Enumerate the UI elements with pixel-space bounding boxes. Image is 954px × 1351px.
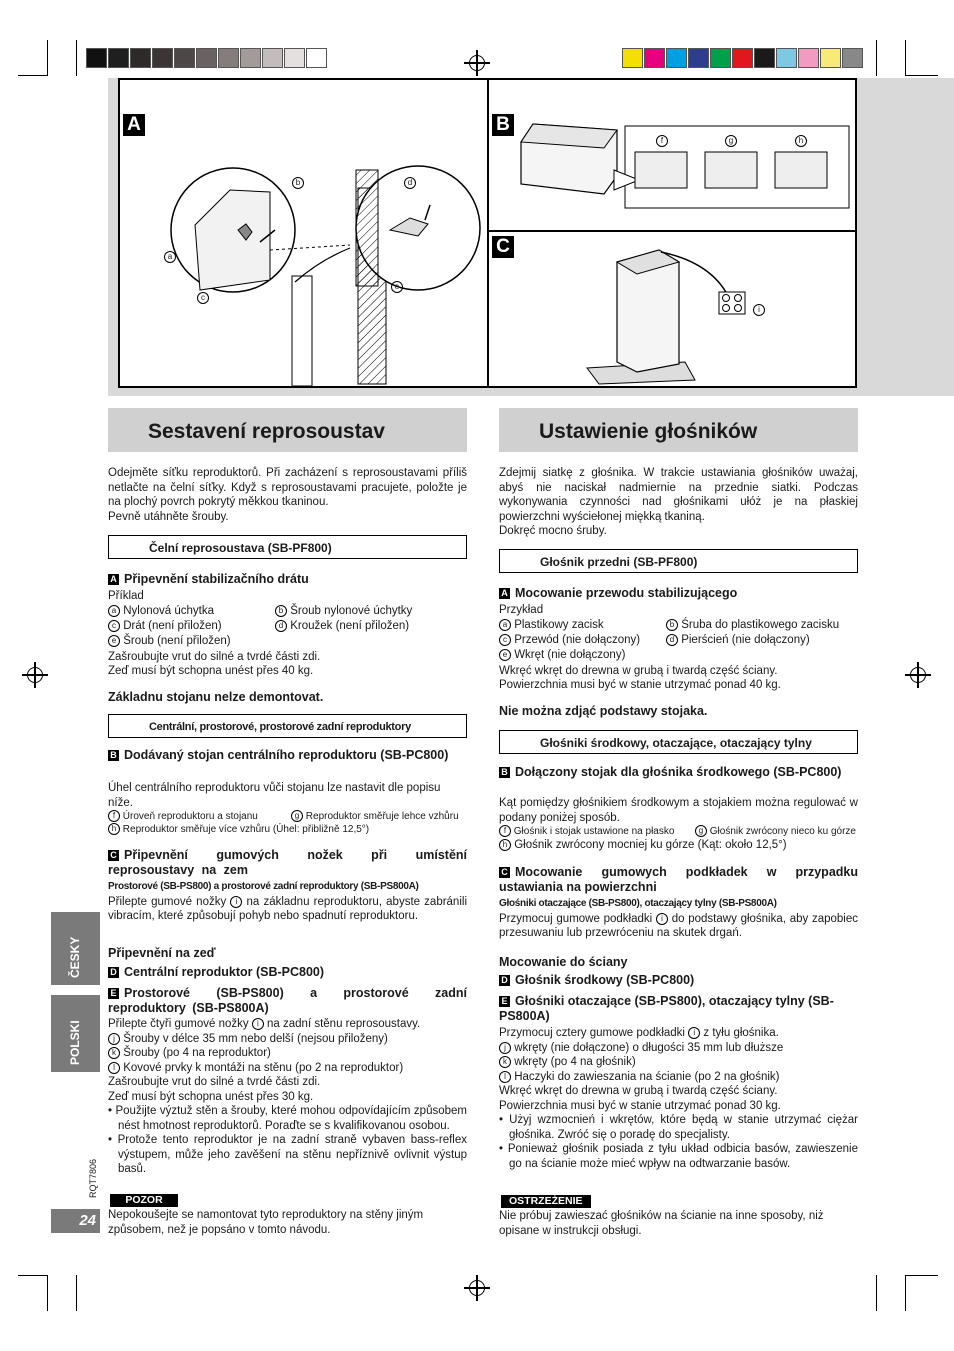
step-b-czech: B Dodávaný stojan centrálního reproduktoru (SB-PC800): [108, 748, 467, 763]
warning-badge-polish: OSTRZEŻENIE: [501, 1195, 591, 1208]
example-label: Příklad: [108, 590, 144, 602]
label-a: a: [164, 251, 176, 263]
crop-mark: [18, 1275, 48, 1276]
color-swatch: [820, 48, 841, 68]
wallmount-heading-czech: Připevnění na zeď: [108, 946, 216, 960]
parts-list-czech: Příklad a Nylonová úchytka b Šroub nylonové úchytky c Drát (není přiložen) d Kroužek (není přiložen) e Šroub (není přiložen) Zašroubujte vrut do silné a tvrdé části zdi. Zeď musí být schopna unést přes 40 kg.: [108, 589, 467, 679]
color-swatch: [306, 48, 327, 68]
crop-mark: [906, 75, 938, 76]
figure-tag-c: C: [492, 236, 514, 258]
no-stand-note-polish: Nie można zdjąć podstawy stojaka.: [499, 704, 708, 718]
color-swatch: [174, 48, 195, 68]
crop-mark: [906, 1275, 938, 1276]
label-d: d: [404, 177, 416, 189]
section-box-center-polish: Głośniki środkowy, otaczające, otaczający tylny: [499, 730, 858, 754]
color-swatch: [240, 48, 261, 68]
color-swatch: [732, 48, 753, 68]
figure-panel-a: [118, 78, 489, 388]
color-swatch: [108, 48, 129, 68]
wall-weight: Zeď musí být schopna unést přes 40 kg.: [108, 665, 314, 677]
crop-mark: [905, 40, 906, 76]
label-g: g: [725, 135, 737, 147]
wallmount-heading-polish: Mocowanie do ściany: [499, 955, 628, 969]
surround-speaker-illustration: [489, 232, 855, 386]
figure-panel-b: [487, 78, 857, 232]
intro-czech: [108, 466, 467, 524]
color-swatch: [710, 48, 731, 68]
figure-panel-c: [487, 230, 857, 388]
color-swatch: [644, 48, 665, 68]
color-swatch: [776, 48, 797, 68]
label-i: i: [753, 304, 765, 316]
label-b: b: [292, 177, 304, 189]
label-c: c: [197, 292, 209, 304]
page-title-polish: Ustawienie głośników: [539, 420, 758, 443]
color-swatch: [666, 48, 687, 68]
color-swatch: [688, 48, 709, 68]
crop-mark: [76, 40, 77, 76]
figure-tag-a: A: [123, 114, 145, 136]
step-b-polish: B Dołączony stojak dla głośnika środkowego (SB-PC800): [499, 765, 858, 780]
crop-mark: [18, 75, 48, 76]
section-box-center-czech: Centrální, prostorové, prostorové zadní reproduktory: [108, 714, 467, 738]
step-e-polish: E Głośniki otaczające (SB-PS800), otaczający tylny (SB-PS800A): [499, 994, 834, 1023]
label-f: f: [656, 135, 668, 147]
step-a-polish: A Mocowanie przewodu stabilizującego: [499, 586, 737, 601]
crop-mark: [47, 1275, 48, 1311]
warning-text-polish: Nie próbuj zawieszać głośników na ścianie na inne sposoby, niż opisane w instrukcji obsługi.: [499, 1210, 824, 1237]
feet-text-czech: Prostorové (SB-PS800) a prostorové zadní reproduktory (SB-PS800A) Přilepte gumové nožky i na základnu reproduktoru, abyste zabránili vibracím, které způsobují pohyb nebo spadnutí reproduktoru.: [108, 881, 467, 922]
side-tab-cesky: ČESKY: [51, 912, 100, 985]
wire-attachment-illustration: [120, 80, 487, 386]
page-title-czech: Sestavení reprosoustav: [148, 420, 385, 443]
intro-text-2: Pevně utáhněte šrouby.: [108, 510, 229, 523]
registration-mark-icon: [466, 1277, 488, 1299]
intro-polish: Zdejmij siatkę z głośnika. W trakcie ustawiania głośników uważaj, abyś nie naciskał nadmiernie na przednie siatki. Podczas wykonywania czynności nad głośnikami ułóż je na płaskiej powierzchni wyściełonej miękką tkaniną. Dokręć mocno śruby.: [499, 467, 858, 537]
step-c-polish: C Mocowanie gumowych podkładek w przypadku ustawiania na powierzchni: [499, 865, 858, 894]
screw-instruction: Zašroubujte vrut do silné a tvrdé části zdi.: [108, 650, 321, 663]
step-e-czech: E Prostorové (SB-PS800) a prostorové zadní reproduktory (SB-PS800A): [108, 986, 467, 1015]
section-box-front-polish: Głośnik przedni (SB-PF800): [499, 549, 858, 573]
crop-mark: [76, 1275, 77, 1311]
crop-mark: [905, 1275, 906, 1311]
feet-text-polish: Głośniki otaczające (SB-PS800), otaczający tylny (SB-PS800A) Przymocuj gumowe podkładki i do podstawy głośnika, aby zapobiec przesuwaniu lub przewróceniu na skutek drgań.: [499, 898, 859, 939]
step-a-czech: A Připevnění stabilizačního drátu: [108, 572, 309, 587]
crop-mark: [47, 40, 48, 76]
angle-text-czech: Úhel centrálního reproduktoru vůči stojanu lze nastavit dle popisu níže. f Úroveň reproduktoru a stojanu g Reproduktor směřuje lehce vzhůru h Reproduktor směřuje více vzhůru (Úhel: přibližně 12,5°): [108, 782, 459, 835]
side-tab-polski: POLSKI: [51, 995, 100, 1072]
center-speaker-illustration: [489, 80, 855, 230]
color-swatch: [218, 48, 239, 68]
wall-text-polish: Przymocuj cztery gumowe podkładki i z tyłu głośnika. j wkręty (nie dołączone) o długości 35 mm lub dłuższe k wkręty (po 4 na głośnik) l Haczyki do zawieszania na ścianie (po 2 na głośnik) Wkręć wkręt do drewna w grubą i twardą część ściany. Powierzchnia musi być w stanie utrzymać ponad 30 kg. • Użyj wzmocnień i wkrętów, które będą w stanie utrzymać ciężar głośnika. Zwróć się o poradę do specjalisty. • Ponieważ głośnik posiada z tyłu układ odbicia basów, zawieszenie go na ścianie może mieć wpływ na odtwarzanie basów.: [499, 1027, 858, 1170]
section-header-polish: [499, 408, 858, 452]
figure-tag-b: B: [492, 114, 514, 136]
crop-mark: [876, 1275, 877, 1311]
color-swatch: [86, 48, 107, 68]
warning-badge-czech: POZOR: [110, 1194, 178, 1207]
color-swatch: [152, 48, 173, 68]
color-swatch: [262, 48, 283, 68]
step-d-czech: D Centrální reproduktor (SB-PC800): [108, 965, 324, 980]
color-swatch: [284, 48, 305, 68]
color-swatch: [196, 48, 217, 68]
document-code: RQT7806: [88, 1158, 98, 1198]
warning-text-czech: Nepokoušejte se namontovat tyto reproduktory na stěny jiným způsobem, než je popsáno v tomto návodu.: [108, 1209, 424, 1236]
color-swatch: [622, 48, 643, 68]
angle-text-polish: Kąt pomiędzy głośnikiem środkowym a stojakiem można regulować w podany poniżej sposób. f Głośnik i stojak ustawione na płasko g Głośnik zwrócony nieco ku górze h Głośnik zwrócony mocniej ku górze (Kąt: około 12,5°): [499, 797, 858, 851]
color-swatch: [842, 48, 863, 68]
color-swatch: [130, 48, 151, 68]
wall-text-czech: Přilepte čtyři gumové nožky i na zadní stěnu reprosoustavy. j Šrouby v délce 35 mm nebo delší (nejsou přiloženy) k Šrouby (po 4 na reproduktor) l Kovové prvky k montáži na stěnu (po 2 na reproduktor) Zašroubujte vrut do silné a tvrdé části zdi. Zeď musí být schopna unést přes 30 kg. • Použijte výztuž stěn a šrouby, které mohou odpovídajícím způsobem nést hmotnost reproduktorů. Poraďte se s kvalifikovanou osobou. • Protože tento reproduktor je na zadní straně vybaven bass-reflex výstupem, může jeho zavěšení na stěnu nepříznivě ovlivnit výstup basů.: [108, 1018, 467, 1175]
section-header-czech: [108, 408, 467, 452]
label-h: h: [795, 135, 807, 147]
color-swatch: [754, 48, 775, 68]
registration-mark-icon: [24, 664, 46, 686]
no-stand-note-czech: Základnu stojanu nelze demontovat.: [108, 690, 324, 704]
parts-list-polish: Przykład a Plastikowy zacisk b Śruba do plastikowego zacisku c Przewód (nie dołączony) d Pierścień (nie dołączony) e Wkręt (nie dołączony) Wkręć wkręt do drewna w grubą i twardą część ściany. Powierzchnia musi być w stanie utrzymać ponad 40 kg.: [499, 604, 840, 691]
crop-mark: [876, 40, 877, 76]
step-d-polish: D Głośnik środkowy (SB-PC800): [499, 973, 694, 988]
registration-mark-icon: [907, 664, 929, 686]
intro-text: Odejměte síťku reproduktorů. Při zacházení s reprosoustavami příliš netlačte na čelní síťky. Když s reprosoustavami pracujete, položte je na plochý povrch pokrytý měkkou tkaninou.: [108, 467, 467, 508]
section-box-front-czech: Čelní reprosoustava (SB-PF800): [108, 535, 467, 559]
page-number: 24: [51, 1209, 100, 1233]
registration-mark-icon: [466, 52, 488, 74]
label-e: e: [391, 281, 403, 293]
step-c-czech: C Připevnění gumových nožek při umístění reprosoustavy na zem: [108, 848, 467, 877]
color-swatch: [798, 48, 819, 68]
